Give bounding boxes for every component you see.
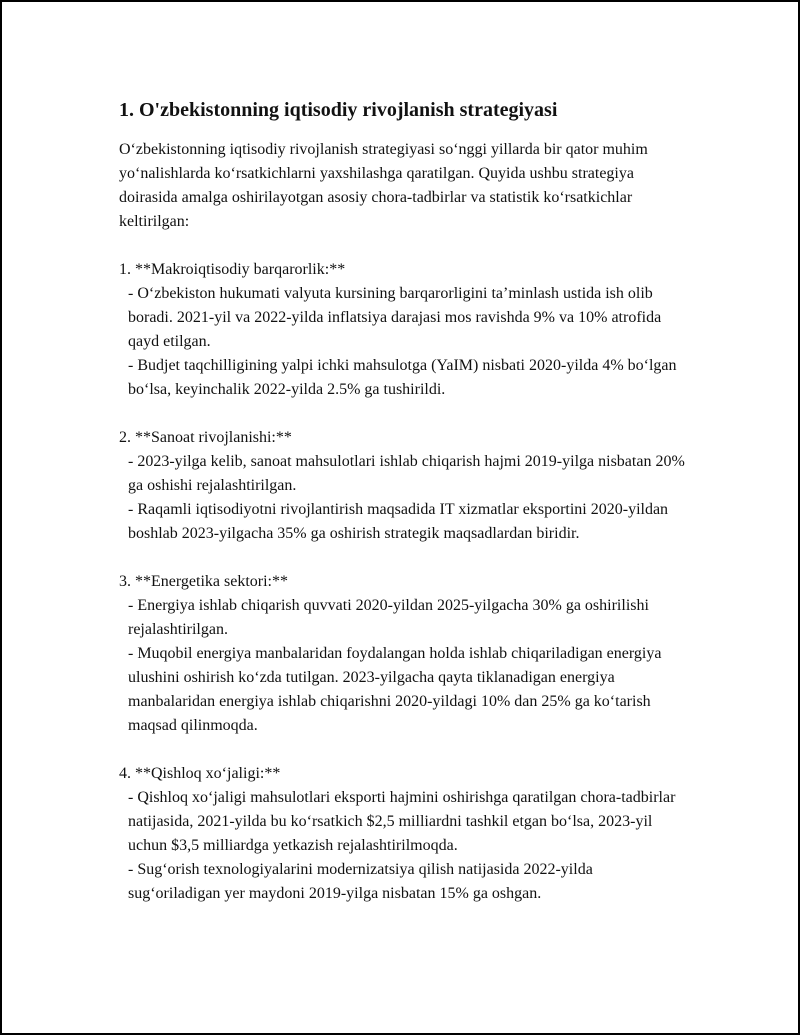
list-item: - 2023-yilga kelib, sanoat mahsulotlari ishlab chiqarish hajmi 2019-yilga nisbatan 20% ga oshishi rejalashtirilgan. xyxy=(128,453,685,494)
section-industrial-development xyxy=(119,426,689,546)
list-item: - Sug‘orish texnologiyalarini modernizatsiya qilish natijasida 2022-yilda sug‘oriladigan yer maydoni 2019-yilga nisbatan 15% ga oshgan. xyxy=(128,861,593,902)
list-item: - Energiya ishlab chiqarish quvvati 2020-yildan 2025-yilgacha 30% ga oshirilishi rejalashtirilgan. xyxy=(128,597,649,638)
section-heading: 1. **Makroiqtisodiy barqarorlik:** xyxy=(119,261,346,278)
document-content xyxy=(119,98,689,930)
list-item: - O‘zbekiston hukumati valyuta kursining barqarorligini ta’minlash ustida ish olib boradi. 2021-yil va 2022-yilda inflatsiya darajasi mos ravishda 9% va 10% atrofida qayd etilgan. xyxy=(128,285,662,350)
document-title: 1. O'zbekistonning iqtisodiy rivojlanish strategiyasi xyxy=(119,99,558,121)
list-item: - Raqamli iqtisodiyotni rivojlantirish maqsadida IT xizmatlar eksportini 2020-yildan boshlab 2023-yilgacha 35% ga oshirish strategik maqsadlardan biridir. xyxy=(128,501,669,542)
intro-paragraph: O‘zbekistonning iqtisodiy rivojlanish strategiyasi so‘nggi yillarda bir qator muhim yo‘nalishlarda ko‘rsatkichlarni yaxshilashga qaratilgan. Quyida ushbu strategiya doirasida amalga oshirilayotgan asosiy chora-tadbirlar va statistik ko‘rsatkichlar keltirilgan: xyxy=(119,141,648,230)
section-heading: 4. **Qishloq xo‘jaligi:** xyxy=(119,765,281,782)
section-heading: 2. **Sanoat rivojlanishi:** xyxy=(119,429,292,446)
list-item: - Qishloq xo‘jaligi mahsulotlari eksporti hajmini oshirishga qaratilgan chora-tadbirlar natijasida, 2021-yilda bu ko‘rsatkich $2,5 milliardni tashkil etgan bo‘lsa, 2023-yil uchun $3,5 milliardga yetkazish rejalashtirilmoqda. xyxy=(128,789,676,854)
section-macroeconomic-stability xyxy=(119,258,689,402)
section-agriculture xyxy=(119,762,689,906)
list-item: - Budjet taqchilligining yalpi ichki mahsulotga (YaIM) nisbati 2020-yilda 4% bo‘lgan bo‘lsa, keyinchalik 2022-yilda 2.5% ga tushirildi. xyxy=(128,357,677,398)
section-heading: 3. **Energetika sektori:** xyxy=(119,573,288,590)
list-item: - Muqobil energiya manbalaridan foydalangan holda ishlab chiqariladigan energiya ulushini oshirish ko‘zda tutilgan. 2023-yilgacha qayta tiklanadigan energiya manbalaridan energiya ishlab chiqarishni 2020-yildagi 10% dan 25% ga ko‘tarish maqsad qilinmoqda. xyxy=(128,645,662,734)
section-energy-sector xyxy=(119,570,689,738)
